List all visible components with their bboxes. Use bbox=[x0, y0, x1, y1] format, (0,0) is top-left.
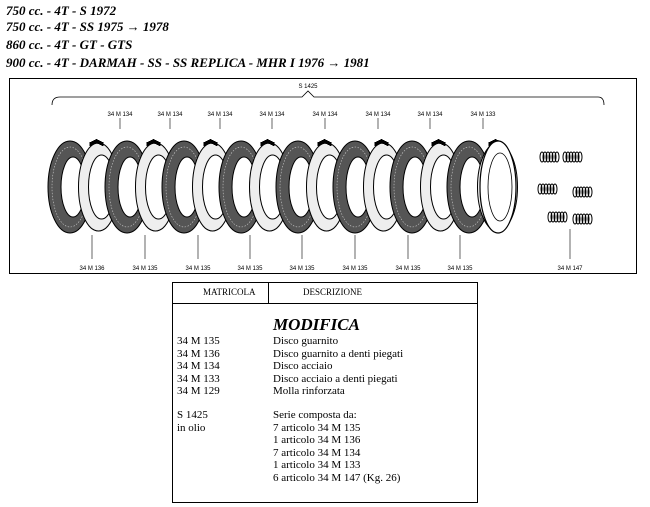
spring-icon bbox=[548, 212, 567, 222]
end-plate bbox=[480, 141, 516, 233]
spring-icon bbox=[573, 187, 592, 197]
top-part-label: 34 M 134 bbox=[417, 112, 443, 118]
set-item: 7 articolo 34 M 135 bbox=[273, 421, 361, 434]
top-part-label: 34 M 134 bbox=[157, 112, 183, 118]
bottom-part-label: 34 M 135 bbox=[237, 266, 263, 272]
spring-icon bbox=[540, 152, 559, 162]
clutch-exploded-view bbox=[10, 79, 638, 275]
clutch-diagram bbox=[9, 78, 637, 274]
desc-row: Disco acciaio a denti piegati bbox=[273, 372, 398, 385]
set-title: Serie composta da: bbox=[273, 409, 357, 421]
desc-row: Disco acciaio bbox=[273, 360, 333, 372]
code-row: 34 M 134 bbox=[177, 360, 220, 372]
group-label: S 1425 bbox=[298, 84, 318, 90]
heading-line-4: 900 cc. - 4T - DARMAH - SS - SS REPLICA - MHR I 1976 → 1981 bbox=[6, 55, 370, 70]
set-item: 1 articolo 34 M 136 bbox=[273, 434, 361, 446]
bottom-part-label: 34 M 135 bbox=[185, 266, 211, 272]
modification-table bbox=[172, 282, 478, 503]
top-part-label: 34 M 134 bbox=[365, 112, 391, 118]
top-part-label: 34 M 133 bbox=[470, 112, 496, 118]
set-item: 6 articolo 34 M 147 (Kg. 26) bbox=[273, 471, 401, 484]
bottom-part-label: 34 M 136 bbox=[79, 266, 105, 272]
spring-icon bbox=[573, 214, 592, 224]
code-row: 34 M 133 bbox=[177, 372, 220, 385]
bottom-part-label: 34 M 135 bbox=[132, 266, 158, 272]
set-code: S 1425 bbox=[177, 409, 208, 421]
group-brace bbox=[52, 91, 604, 105]
bottom-part-label: 34 M 135 bbox=[342, 266, 368, 272]
set-item: 1 articolo 34 M 133 bbox=[273, 459, 361, 471]
set-note: in olio bbox=[177, 421, 206, 434]
code-row: 34 M 129 bbox=[177, 385, 220, 397]
table-header bbox=[173, 283, 477, 304]
col-header-matricola: MATRICOLA bbox=[203, 287, 256, 297]
bottom-part-label: 34 M 135 bbox=[289, 266, 315, 272]
col-header-descrizione: DESCRIZIONE bbox=[303, 287, 362, 297]
desc-row: Molla rinforzata bbox=[273, 385, 345, 397]
clutch-disc-stack bbox=[48, 139, 518, 233]
heading-line-2: 750 cc. - 4T - SS 1975 → 1978 bbox=[6, 19, 169, 34]
set-item: 7 articolo 34 M 134 bbox=[273, 446, 361, 459]
top-part-label: 34 M 134 bbox=[312, 112, 338, 118]
desc-row: Disco guarnito bbox=[273, 335, 339, 347]
code-row: 34 M 135 bbox=[177, 335, 220, 347]
code-row: 34 M 136 bbox=[177, 347, 220, 360]
heading-line-3: 860 cc. - 4T - GT - GTS bbox=[6, 37, 133, 52]
spring-part-label: 34 M 147 bbox=[557, 266, 583, 272]
table-title: MODIFICA bbox=[273, 315, 360, 334]
desc-row: Disco guarnito a denti piegati bbox=[273, 347, 404, 360]
top-part-label: 34 M 134 bbox=[207, 112, 233, 118]
bottom-part-label: 34 M 135 bbox=[447, 266, 473, 272]
header-divider bbox=[268, 283, 269, 303]
springs-group bbox=[538, 152, 592, 224]
top-part-label: 34 M 134 bbox=[107, 112, 133, 118]
bottom-part-label: 34 M 135 bbox=[395, 266, 421, 272]
spring-icon bbox=[563, 152, 582, 162]
top-part-label: 34 M 134 bbox=[259, 112, 285, 118]
heading-line-1: 750 cc. - 4T - S 1972 bbox=[6, 3, 117, 18]
spring-icon bbox=[538, 184, 557, 194]
